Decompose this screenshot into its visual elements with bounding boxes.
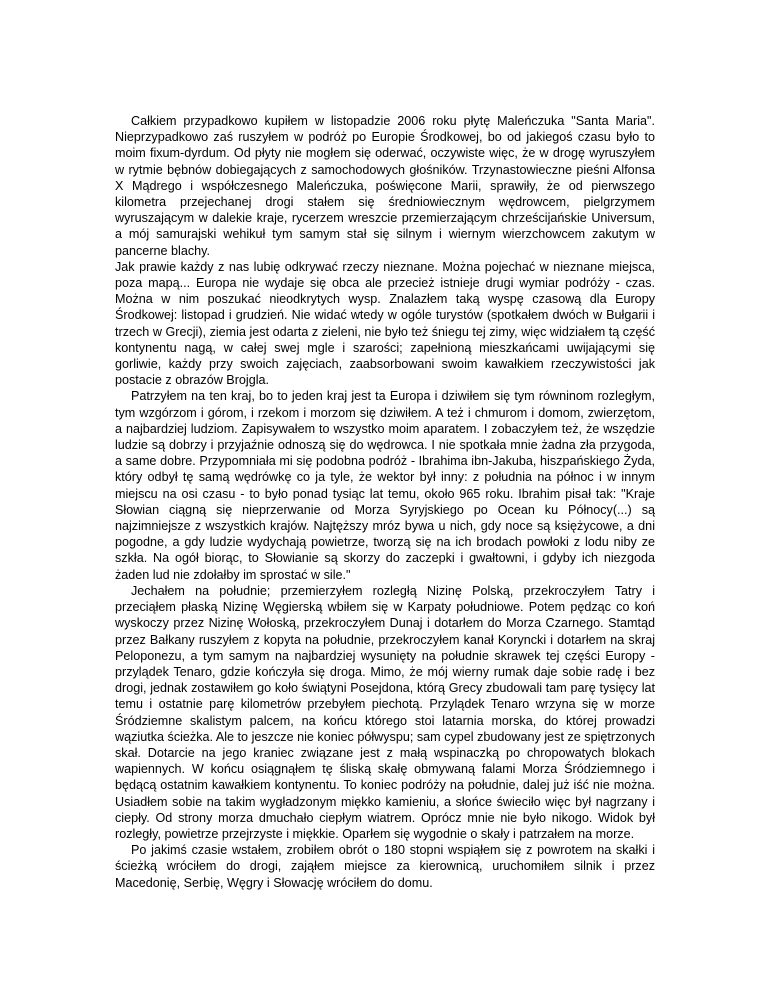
paragraph-5: Po jakimś czasie wstałem, zrobiłem obrót o 180 stopni wspiąłem się z powrotem na skałki i ścieżką wróciłem do drogi, zająłem miejsce za kierownicą, uruchomiłem silnik i przez Macedonię, Serbię, Węgry i Słowację wróciłem do domu. <box>115 843 655 890</box>
paragraph-1: Całkiem przypadkowo kupiłem w listopadzie 2006 roku płytę Maleńczuka "Santa Maria". Nieprzypadkowo zaś ruszyłem w podróż po Europie Środkowej, bo od jakiegoś czasu było to moim fixum-dyrdum. Od płyty nie mogłem się oderwać, oczywiste więc, że w drogę wyruszyłem w rytmie bębnów dobiegających z samochodowych głośników. Trzynastowieczne pieśni Alfonsa X Mądrego i współczesnego Maleńczuka, poświęcone Marii, sprawiły, że od pierwszego kilometra przejechanej drogi stałem się średniowiecznym wędrowcem, pielgrzymem wyruszającym w dalekie kraje, rycerzem wreszcie przemierzającym chrześcijańskie Universum, a mój samurajski wehikuł tym samym stał się silnym i wiernym wierzchowcem zakutym w pancerne blachy. <box>115 114 655 258</box>
paragraph-2: Jak prawie każdy z nas lubię odkrywać rzeczy nieznane. Można pojechać w nieznane miejsca, poza mapą... Europa nie wydaje się obca ale przecież istnieje drugi wymiar podróży - czas. Można w nim poszukać nieodkrytych wysp. Znalazłem taką wyspę czasową dla Europy Środkowej: listopad i grudzień. Nie widać wtedy w ogóle turystów (spotkałem dwóch w Bułgarii i trzech w Grecji), ziemia jest odarta z zieleni, nie było też śniegu tej zimy, więc widziałem tą część kontynentu nagą, w całej swej mgle i szarości; zapełnioną mieszkańcami uwijającymi się gorliwie, każdy przy swoich zajęciach, zaabsorbowani swoim kawałkiem rzeczywistości jak postacie z obrazów Brojgla. <box>115 259 655 388</box>
paragraph-3: Patrzyłem na ten kraj, bo to jeden kraj jest ta Europa i dziwiłem się tym równinom rozległym, tym wzgórzom i górom, i rzekom i morzom się dziwiłem. A też i chmurom i domom, zwierzętom, a najbardziej ludziom. Zapisywałem to wszystko moim aparatem. I zobaczyłem też, że wszędzie ludzie są dobrzy i przyjaźnie odnoszą się do wędrowca. I nie spotkała mnie żadna zła przygoda, a same dobre. Przypomniała mi się podobna podróż - Ibrahima ibn-Jakuba, hiszpańskiego Żyda, który odbył tę samą wędrówkę co ja tyle, że wektor był inny: z południa na północ i w innym miejscu na osi czasu - to było ponad tysiąc lat temu, około 965 roku. Ibrahim pisał tak: "Kraje Słowian ciągną się nieprzerwanie od Morza Syryjskiego po Ocean ku Północy(...) są najzimniejsze z wszystkich krajów. Najtęższy mróz bywa u nich, gdy noce są księżycowe, a dni pogodne, a gdy ludzie wydychają powietrze, tworzą się na ich brodach powłoki z lodu niby ze szkła. Na ogół biorąc, to Słowianie są skorzy do zaczepki i gwałtowni, i gdyby ich niezgoda żaden lud nie zdołałby im sprostać w sile." <box>115 389 655 582</box>
document-page <box>115 113 655 891</box>
paragraph-4: Jechałem na południe; przemierzyłem rozległą Nizinę Polską, przekroczyłem Tatry i przeciąłem płaską Nizinę Węgierską wbiłem się w Karpaty południowe. Potem pędząc co koń wyskoczy przez Nizinę Wołoską, przekroczyłem Dunaj i dotarłem do Morza Czarnego. Stamtąd przez Bałkany ruszyłem z kopyta na południe, przekroczyłem kanał Koryncki i dotarłem na skraj Peloponezu, a tym samym na najbardziej wysunięty na południe skrawek tej części Europy - przylądek Tenaro, gdzie kończyła się droga. Mimo, że mój wierny rumak daje sobie radę i bez drogi, jednak zostawiłem go koło świątyni Posejdona, którą Grecy zbudowali tam parę tysięcy lat temu i ostatnie parę kilometrów przebyłem piechotą. Przylądek Tenaro wrzyna się w morze Śródziemne skalistym palcem, na końcu którego stoi latarnia morska, do której prowadzi wąziutka ścieżka. Ale to jeszcze nie koniec półwyspu; sam cypel zbudowany jest ze spiętrzonych skał. Dotarcie na jego kraniec związane jest z małą wspinaczką po chropowatych blokach wapiennych. W końcu osiągnąłem tę śliską skałę obmywaną falami Morza Śródziemnego i będącą ostatnim kawałkiem kontynentu. To koniec podróży na południe, dalej już iść nie można. Usiadłem sobie na takim wygładzonym miękko kamieniu, a słońce świeciło więc był nagrzany i ciepły. Od strony morza dmuchało ciepłym wiatrem. Oprócz mnie nie było nikogo. Widok był rozległy, powietrze przejrzyste i miękkie. Oparłem się wygodnie o skały i patrzałem na morze. <box>115 583 655 841</box>
